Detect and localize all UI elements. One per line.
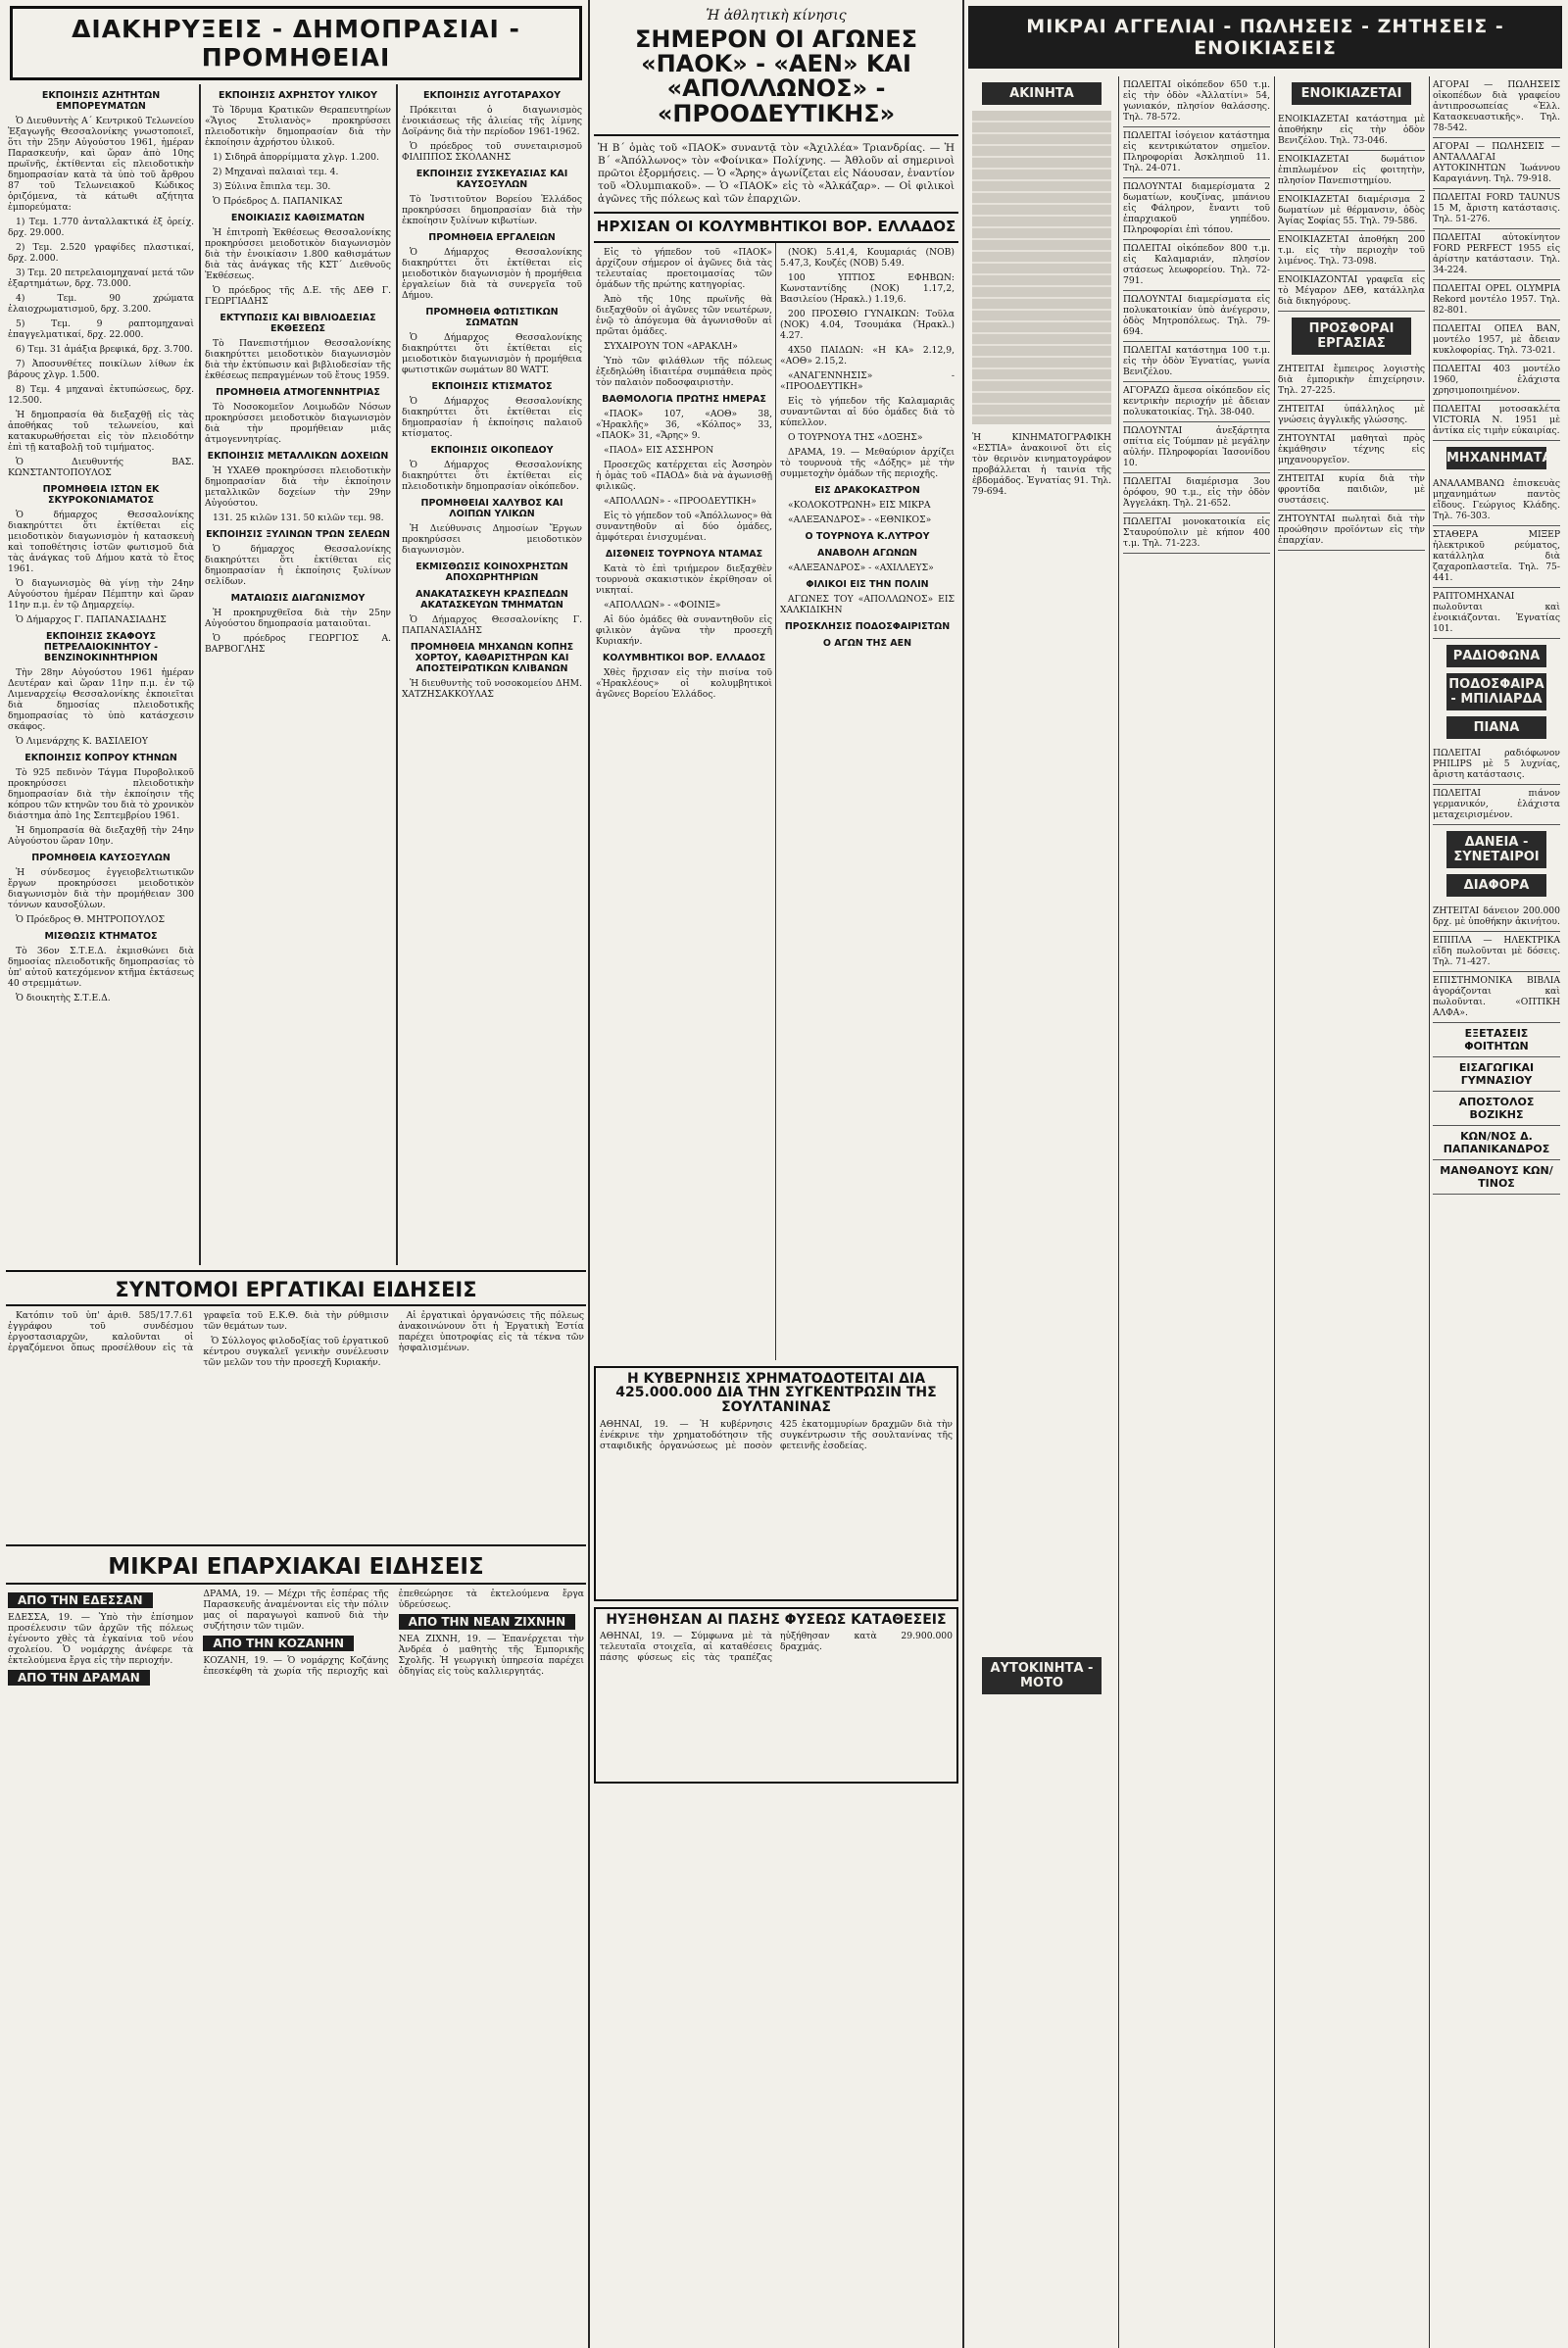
- classified-ad: ΕΠΙΠΛΑ — ΗΛΕΚΤΡΙΚΑ εἴδη πωλοῦνται μὲ δόσεις. Τηλ. 71-427.: [1433, 932, 1560, 972]
- deposits-headline: ΗΥΞΗΘΗΣΑΝ ΑΙ ΠΑΣΗΣ ΦΥΣΕΩΣ ΚΑΤΑΘΕΣΕΙΣ: [606, 1611, 947, 1628]
- paragraph: Εἰς τὸ γήπεδον τῆς Καλαμαριᾶς συναντῶνται αἱ δύο ὁμάδες διὰ τὸ κύπελλον.: [780, 395, 955, 428]
- paragraph: «ΑΝΑΓΕΝΝΗΣΙΣ» - «ΠΡΟΟΔΕΥΤΙΚΗ»: [780, 369, 955, 392]
- paragraph: Ὁ Δήμαρχος Θεσσαλονίκης διακηρύττει ὅτι ἐκτίθεται εἰς πλειοδοτικὴν δημοπρασίαν οἰκόπεδον.: [402, 460, 582, 492]
- paragraph: Ἡ προκηρυχθεῖσα διὰ τὴν 25ην Αὐγούστου δημοπρασία ματαιοῦται.: [205, 608, 391, 629]
- classified-ad: ΕΠΙΣΤΗΜΟΝΙΚΑ ΒΙΒΛΙΑ ἀγοράζονται καὶ πωλοῦνται. «ΟΠΤΙΚΗ ΑΛΦΑ».: [1433, 972, 1560, 1023]
- classified-ad: ΠΩΛΟΥΝΤΑΙ διαμερίσματα εἰς πολυκατοικίαν ὑπὸ ἀνέγερσιν, ὁδὸς Μητροπόλεως. Τηλ. 79-694.: [1123, 291, 1270, 342]
- classified-ad: ΑΓΟΡΑΖΩ ἄμεσα οἰκόπεδον εἰς κεντρικὴν περιοχήν μὲ ἄδειαν πολυκατοικίας. Τηλ. 38-040.: [1123, 382, 1270, 422]
- paragraph: Ὁ Διευθυντὴς Α΄ Κεντρικοῦ Τελωνείου Ἐξαγωγῆς Θεσσαλονίκης γνωστοποιεῖ, ὅτι τὴν 25ην Αὐγούστου 1961, ἡμέραν Παρασκευήν, καὶ ὥραν ἀπὸ 10ης πρωϊνῆς, ἐκτίθενται εἰς πλειοδοτικὴν δημοπρασίαν κατὰ τὰ ὑπὸ τοῦ ἄρθρου 87 τοῦ Τελωνειακοῦ Κώδικος ὁριζόμενα, τὰ κάτωθι αζήτητα ἐμπορεύματα:: [8, 116, 194, 213]
- paragraph: 1) Τεμ. 1.770 ἀνταλλακτικά ἐξ ὀρείχ. δρχ. 29.000.: [8, 217, 194, 238]
- paragraph: Εἰς τὸ γήπεδον τοῦ «Ἀπόλλωνος» θὰ συναντηθοῦν αἱ δύο ὁμάδες, ἀμφότεραι ἐνισχυμέναι.: [596, 510, 772, 543]
- left-column-3: [402, 84, 582, 704]
- provincial-news-title: ΜΙΚΡΑΙ ΕΠΑΡΧΙΑΚΑΙ ΕΙΔΗΣΕΙΣ: [6, 1551, 586, 1585]
- paragraph: Αἱ δύο ὁμάδες θὰ συναντηθοῦν εἰς φιλικὸν ἀγῶνα τὴν προσεχῆ Κυριακήν.: [596, 613, 772, 647]
- paragraph: Εἰς τὸ γήπεδον τοῦ «ΠΑΟΚ» ἀρχίζουν σήμερον οἱ ἀγῶνες διὰ τὰς τελευταίας προετοιμασίας τῶν ὁμάδων τῆς πρώτης κατηγορίας.: [596, 246, 772, 290]
- paragraph: 7) Ἀποσυνθέτες ποικίλων λίθων ἐκ βάρους χλγρ. 1.500.: [8, 359, 194, 380]
- paragraph: ΠΡΟΜΗΘΕΙΑ ΕΡΓΑΛΕΙΩΝ: [428, 232, 556, 243]
- sports-kicker: Ἡ ἀθλητικὴ κίνησις: [706, 8, 847, 24]
- paragraph: Ὁ Δήμαρχος Θεσσαλονίκης διακηρύττει ὅτι ἐκτίθεται εἰς μειοδοτικὸν διαγωνισμὸν ἡ προμήθεια ἐργαλείων διὰ τὰ συνεργεῖα τοῦ Δήμου.: [402, 247, 582, 301]
- paragraph: Ὁ δήμαρχος Θεσσαλονίκης διακηρύττει ὅτι ἐκτίθεται εἰς δημοπρασίαν ἡ ἐκποίησις ξυλίνων σελίδων.: [205, 544, 391, 587]
- classified-ad: ΣΤΑΘΕΡΑ ΜΙΞΕΡ ἠλεκτρικοῦ ρεύματος, κατάλληλα διὰ ζαχαροπλαστεῖα. Τηλ. 75-441.: [1433, 526, 1560, 588]
- paragraph: ΕΝΟΙΚΙΑΣΙΣ ΚΑΘΙΣΜΑΤΩΝ: [230, 213, 366, 223]
- paragraph: Ἀπὸ τῆς 10ης πρωϊνῆς θὰ διεξαχθοῦν οἱ ἀγῶνες τῶν νεωτέρων, ἐνῷ τὸ ἀπόγευμα θὰ ἀγωνισθοῦν αἱ πρῶται ὁμάδες.: [596, 293, 772, 337]
- paragraph: Ο ΤΟΥΡΝΟΥΑ ΤΗΣ «ΔΟΞΗΣ»: [788, 431, 923, 443]
- section-podosfaira: ΠΟΔΟΣΦΑΙΡΑ - ΜΠΙΛΙΑΡΔΑ: [1446, 673, 1546, 710]
- provincial-item-text: ΔΡΑΜΑ, 19. — Μέχρι τῆς ἑσπέρας τῆς Παρασκευῆς ἀναμένονται εἰς τὴν πόλιν μας οἱ παραγωγοὶ καπνοῦ διὰ τὴν συζήτησιν τῶν τιμῶν.: [203, 1589, 389, 1633]
- paragraph: ΕΚΜΙΣΘΩΣΙΣ ΚΟΙΝΟΧΡΗΣΤΩΝ ΑΠΟΧΩΡΗΤΗΡΙΩΝ: [416, 562, 568, 583]
- paragraph: ΑΓΩΝΕΣ ΤΟΥ «ΑΠΟΛΛΩΝΟΣ» ΕΙΣ ΧΑΛΚΙΔΙΚΗΝ: [780, 593, 955, 615]
- paragraph: Ὁ Δήμαρχος Θεσσαλονίκης Γ. ΠΑΠΑΝΑΣΙΑΔΗΣ: [402, 614, 582, 636]
- classified-ad: ΠΩΛΕΙΤΑΙ OPEL OLYMPIA Rekord μοντέλο 1957. Τηλ. 82-801.: [1433, 280, 1560, 320]
- provincial-item-text: ΝΕΑ ΖΙΧΝΗ, 19. — Ἐπανέρχεται τὴν Ἀνδρέα ὁ μαθητὴς τῆς Ἐμπορικῆς Σχολῆς. Ἡ γεωργικὴ ὑπηρεσία παρέχει ὁδηγίας εἰς τοὺς καλλιεργητάς.: [398, 1634, 584, 1678]
- paragraph: «ΑΠΟΛΛΩΝ» - «ΠΡΟΟΔΕΥΤΙΚΗ»: [604, 495, 757, 507]
- paragraph: ΑΝΑΒΟΛΗ ΑΓΩΝΩΝ: [816, 547, 918, 559]
- paragraph: Τὸ 925 πεδινὸν Τάγμα Πυροβολικοῦ προκηρύσσει πλειοδοτικὴν δημοπρασίαν διὰ τὴν ἐκποίησιν τῆς κόπρου τῶν κτηνῶν του διὰ τὸ χρονικὸν διάστημα ἀπὸ 1ης Σεπτεμβρίου 1961.: [8, 767, 194, 821]
- section-daneia: ΔΑΝΕΙΑ - ΣΥΝΕΤΑΙΡΟΙ: [1446, 831, 1546, 868]
- deposits-box: [594, 1607, 958, 1785]
- students-exams-title: ΕΞΕΤΑΣΕΙΣ ΦΟΙΤΗΤΩΝ: [1433, 1023, 1560, 1057]
- paragraph: Ὁ διαγωνισμὸς θὰ γίνῃ τὴν 24ην Αὐγούστου ἡμέραν Πέμπτην καὶ ὥραν 11ην π.μ. ἐν τῷ Δημαρχείῳ.: [8, 578, 194, 611]
- sultanina-headline: Η ΚΥΒΕΡΝΗΣΙΣ ΧΡΗΜΑΤΟΔΟΤΕΙΤΑΙ ΔΙΑ 425.000.000 ΔΙΑ ΤΗΝ ΣΥΓΚΕΝΤΡΩΣΙΝ ΤΗΣ ΣΟΥΛΤΑΝΙΝΑΣ: [615, 1370, 937, 1415]
- paragraph: ΕΚΠΟΙΗΣΙΣ ΣΚΑΦΟΥΣ ΠΕΤΡΕΛΑΙΟΚΙΝΗΤΟΥ - ΒΕΝΖΙΝΟΚΙΝΗΤΗΡΙΟΝ: [43, 631, 159, 663]
- paragraph: Κατὰ τὸ ἐπὶ τριήμερον διεξαχθὲν τουρνουὰ σκακιστικὸν ἐκρίθησαν οἱ νικηταί.: [596, 563, 772, 596]
- provincial-item-text: ΚΟΖΑΝΗ, 19. — Ὁ νομάρχης Κοζάνης ἐπεσκέφθη τὰ χωρία τῆς περιοχῆς καὶ ἐπεθεώρησε τὰ ἐκτελούμενα ἔργα ὑδρεύσεως.: [203, 1589, 584, 1678]
- paragraph: ΠΡΟΣΚΛΗΣΙΣ ΠΟΔΟΣΦΑΙΡΙΣΤΩΝ: [784, 620, 951, 632]
- paragraph: ΠΡΟΜΗΘΕΙΑΙ ΧΑΛΥΒΟΣ ΚΑΙ ΛΟΙΠΩΝ ΥΛΙΚΩΝ: [420, 498, 564, 519]
- paragraph: Ὁ διοικητὴς Σ.Τ.Ε.Δ.: [16, 993, 111, 1003]
- swimming-title: ΗΡΧΙΣΑΝ ΟΙ ΚΟΛΥΜΒΗΤΙΚΟΙ ΒΟΡ. ΕΛΛΑΔΟΣ: [594, 214, 958, 243]
- gymnasium-title: ΕΙΣΑΓΩΓΙΚΑΙ ΓΥΜΝΑΣΙΟΥ: [1433, 1057, 1560, 1092]
- paragraph: Ὁ Δήμαρχος Θεσσαλονίκης διακηρύττει ὅτι ἐκτίθεται εἰς μειοδοτικὸν διαγωνισμὸν ἡ προμήθεια φωτιστικῶν σωμάτων 80 WATT.: [402, 332, 582, 375]
- provincial-item-label: ΑΠΟ ΤΗΝ ΚΟΖΑΝΗΝ: [203, 1636, 354, 1651]
- provincial-news-body: [6, 1585, 586, 2318]
- paragraph: ΜΑΤΑΙΩΣΙΣ ΔΙΑΓΩΝΙΣΜΟΥ: [230, 593, 366, 604]
- paragraph: Ἡ ἐπιτροπὴ Ἐκθέσεως Θεσσαλονίκης προκηρύσσει μειοδοτικὸν διαγωνισμὸν διὰ τὴν ἐνοικίασιν 1.800 καθισμάτων διὰ τὰς ἀνάγκας τῆς ΚΣΤ΄ Διεθνοῦς Ἐκθέσεως.: [205, 227, 391, 281]
- classified-ad: ΕΝΟΙΚΙΑΖΕΤΑΙ διαμέρισμα 2 δωματίων μὲ θέρμανσιν, ὁδὸς Ἀγίας Σοφίας 55. Τηλ. 79-586.: [1278, 191, 1425, 231]
- left-column-2: [205, 84, 391, 659]
- paragraph: 100 ΥΠΤΙΟΣ ΕΦΗΒΩΝ: Κωνσταντίδης (ΝΟΚ) 1.17,2, Βασιλείου (Ἡρακλ.) 1.19,6.: [780, 271, 955, 305]
- paragraph: 1) Σιδηρᾶ ἀπορρίμματα χλγρ. 1.200.: [213, 152, 379, 163]
- paragraph: Ἡ Διεύθυνσις Δημοσίων Ἔργων προκηρύσσει μειοδοτικὸν διαγωνισμὸν.: [402, 523, 582, 556]
- left-section: [6, 0, 586, 2348]
- classified-ad: ΕΝΟΙΚΙΑΖΟΝΤΑΙ γραφεῖα εἰς τὸ Μέγαρον ΔΕΘ, κατάλληλα διὰ δικηγόρους.: [1278, 271, 1425, 312]
- provincial-item-text: ΕΔΕΣΣΑ, 19. — Ὑπὸ τὴν ἐπίσημον προσέλευσιν τῶν ἀρχῶν τῆς πόλεως ἐγένοντο χθὲς τὰ ἐγκαίνια τοῦ νέου σχολείου. Ὁ νομάρχης ἀνέφερε τὰ ἐκτελούμενα ἔργα εἰς τὴν περιοχήν.: [8, 1612, 194, 1667]
- paragraph: Ἡ δημοπρασία θὰ διεξαχθῇ εἰς τὰς ἀποθήκας τοῦ τελωνείου, καὶ κατακυρωθήσεται εἰς τὸν πλειοδότην ἐπὶ τῇ καταβολῇ τοῦ τιμήματος.: [8, 410, 194, 453]
- classifieds-column-4: [1433, 76, 1560, 1195]
- paragraph: Ὁ πρόεδρος τῆς Δ.Ε. τῆς ΔΕΘ Γ. ΓΕΩΡΓΙΑΔΗΣ: [205, 285, 391, 307]
- paragraph: ΕΚΠΟΙΗΣΙΣ ΑΧΡΗΣΤΟΥ ΥΛΙΚΟΥ: [218, 90, 378, 101]
- classifieds-column-1: ΑΚΙΝΗΤΑ Ἡ ΚΙΝΗΜΑΤΟΓΡΑΦΙΚΗ «ΕΣΤΙΑ» ἀνακοινοῖ ὅτι εἰς τὸν θερινὸν κινηματογράφον προβάλλεται ἡ ταινία τῆς ἑβδομάδος. Ἐγνατίας 91. Τηλ. 79-694. ΑΥΤΟΚΙΝΗΤΑ - ΜΟΤΟ: [968, 76, 1115, 1700]
- sports-column-b: [780, 247, 955, 653]
- paragraph: ΕΚΠΟΙΗΣΙΣ ΚΟΠΡΟΥ ΚΤΗΝΩΝ: [24, 753, 177, 763]
- paragraph: ΕΙΣ ΔΡΑΚΟΚΑΣΤΡΟΝ: [814, 484, 920, 496]
- classified-ad: ΠΩΛΕΙΤΑΙ μονοκατοικία εἰς Σταυρούπολιν μὲ κήπον 400 τ.μ. Τηλ. 71-223.: [1123, 514, 1270, 554]
- paragraph: 8) Τεμ. 4 μηχαναὶ ἐκτυπώσεως, δρχ. 12.500.: [8, 384, 194, 406]
- paragraph: Ὁ Δήμαρχος Θεσσαλονίκης διακηρύττει ὅτι ἐκτίθεται εἰς δημοπρασίαν ἡ ἐκποίησις παλαιοῦ κτίσματος.: [402, 396, 582, 439]
- paragraph: 200 ΠΡΟΣΘΙΟ ΓΥΝΑΙΚΩΝ: Τοῦλα (ΝΟΚ) 4.04, Τσουμάκα (Ἡρακλ.) 4.27.: [780, 308, 955, 341]
- classified-ad: ΕΝΟΙΚΙΑΖΕΤΑΙ ἀποθήκη 200 τ.μ. εἰς τὴν περιοχὴν τοῦ λιμένος. Τηλ. 73-098.: [1278, 231, 1425, 271]
- sultanina-box: [594, 1366, 958, 1601]
- classified-ad: ΕΝΟΙΚΙΑΖΕΤΑΙ δωμάτιον ἐπιπλωμένον εἰς φοιτητὴν, πλησίον Πανεπιστημίου.: [1278, 151, 1425, 191]
- paragraph: ΠΡΟΜΗΘΕΙΑ ΑΤΜΟΓΕΝΝΗΤΡΙΑΣ: [216, 387, 380, 398]
- classified-ad: ΠΩΛΕΙΤΑΙ 403 μοντέλο 1960, ἐλάχιστα χρησιμοποιημένον.: [1433, 361, 1560, 401]
- paragraph: Ο ΑΓΩΝ ΤΗΣ ΑΕΝ: [822, 637, 912, 649]
- section-prosfora: ΠΡΟΣΦΟΡΑΙ ΕΡΓΑΣΙΑΣ: [1292, 318, 1411, 355]
- paragraph: Ἡ σύνδεσμος ἑγγειοβελτιωτικῶν ἔργων προκηρύσσει μειοδοτικὸν διαγωνισμὸν διὰ τὴν προμήθειαν 300 τόννων καυσοξύλων.: [8, 867, 194, 910]
- paragraph: ΠΡΟΜΗΘΕΙΑ ΚΑΥΣΟΞΥΛΩΝ: [31, 853, 171, 863]
- section-piana: ΠΙΑΝΑ: [1446, 716, 1546, 739]
- classified-ad: ΑΓΟΡΑΙ — ΠΩΛΗΣΕΙΣ οἰκοπέδων διὰ γραφείου ἀντιπροσωπείας «Ἑλλ. Κατασκευαστικῆς». Τηλ. 78-542.: [1433, 76, 1560, 138]
- provincial-item: [399, 1610, 584, 1677]
- section-diafora: ΔΙΑΦΟΡΑ: [1446, 874, 1546, 897]
- paragraph: ΕΚΠΟΙΗΣΙΣ ΟΙΚΟΠΕΔΟΥ: [430, 445, 554, 456]
- paragraph: ΕΚΠΟΙΗΣΙΣ ΑΥΓΟΤΑΡΑΧΟΥ: [423, 90, 561, 101]
- classifieds-banner: ΜΙΚΡΑΙ ΑΓΓΕΛΙΑΙ - ΠΩΛΗΣΕΙΣ - ΖΗΤΗΣΕΙΣ - ΕΝΟΙΚΙΑΣΕΙΣ: [968, 6, 1562, 69]
- paragraph: Τὸ 36ον Σ.Τ.Ε.Δ. ἐκμισθώνει διὰ δημοσίας πλειοδοτικῆς δημοπρασίας τὸ ὑπ' αὐτοῦ κατεχόμενον κτῆμα ἐκτάσεως 40 στρεμμάτων.: [8, 946, 194, 989]
- classifieds-section: [968, 0, 1562, 2348]
- paragraph: ΠΡΟΜΗΘΕΙΑ ΜΗΧΑΝΩΝ ΚΟΠΗΣ ΧΟΡΤΟΥ, ΚΑΘΑΡΙΣΤΗΡΩΝ ΚΑΙ ΑΠΟΣΤΕΙΡΩΤΙΚΩΝ ΚΛΙΒΑΝΩΝ: [410, 642, 574, 674]
- sports-headline: ΣΗΜΕΡΟΝ ΟΙ ΑΓΩΝΕΣ «ΠΑΟΚ» - «ΑΕΝ» ΚΑΙ «ΑΠΟΛΛΩΝΟΣ» - «ΠΡΟΟΔΕΥΤΙΚΗΣ»: [594, 24, 958, 136]
- paragraph: ΕΚΠΟΙΗΣΙΣ ΞΥΛΙΝΩΝ ΤΡΩΝ ΣΕΛΕΩΝ: [206, 529, 390, 540]
- photo-block: [972, 111, 1111, 424]
- paragraph: Ὁ Λιμενάρχης Κ. ΒΑΣΙΛΕΙΟΥ: [16, 736, 148, 747]
- section-enoikiazetai: ΕΝΟΙΚΙΑΖΕΤΑΙ: [1292, 82, 1411, 105]
- sports-column-a: [596, 247, 772, 704]
- paragraph: Ὁ Διευθυντής ΒΑΣ. ΚΩΝΣΤΑΝΤΟΠΟΥΛΟΣ: [8, 457, 194, 478]
- sports-section: [594, 0, 958, 2348]
- provincial-item: [8, 1589, 193, 1666]
- paragraph: ΠΡΟΜΗΘΕΙΑ ΙΣΤΩΝ ΕΚ ΣΚΥΡΟΚΟΝΙΑΜΑΤΟΣ: [42, 484, 160, 506]
- paragraph: Ἡ δημοπρασία θὰ διεξαχθῇ τὴν 24ην Αὐγούστου ὥραν 10ην.: [8, 825, 194, 847]
- sultanina-text: ΑΘΗΝΑΙ, 19. — Ἡ κυβέρνησις ἐνέκρινε τὴν χρηματοδότησιν τῆς σταφιδικῆς ὀργανώσεως μὲ ποσὸν 425 ἑκατομμυρίων δραχμῶν διὰ τὴν συγκέντρωσιν τῆς σουλτανίνας τῆς φετεινῆς ἐσοδείας.: [600, 1418, 953, 1451]
- paragraph: «ΑΛΕΞΑΝΔΡΟΣ» - «ΕΘΝΙΚΟΣ»: [788, 514, 932, 525]
- section-mixanimata: ΜΗΧΑΝΗΜΑΤΑ: [1446, 447, 1546, 469]
- paragraph: ΕΚΤΥΠΩΣΙΣ ΚΑΙ ΒΙΒΛΙΟΔΕΣΙΑΣ ΕΚΘΕΣΕΩΣ: [220, 313, 376, 334]
- paragraph: Κατόπιν τοῦ ὑπ' ἀριθ. 585/17.7.61 ἐγγράφου τοῦ συνδέσμου ἐργοστασιαρχῶν, καλοῦνται οἱ ἐργαζόμενοι ὅπως προσέλθουν εἰς τὰ γραφεῖα τοῦ Ε.Κ.Θ. διὰ τὴν ρύθμισιν τῶν θεμάτων των.: [8, 1310, 389, 1354]
- paragraph: Τὸ Νοσοκομεῖον Λοιμωδῶν Νόσων προκηρύσσει μειοδοτικὸν διαγωνισμὸν διὰ τὴν προμήθειαν μιᾶς ἀτμογεννητρίας.: [205, 402, 391, 445]
- paragraph: Ὁ Πρόεδρος Δ. ΠΑΠΑΝΙΚΑΣ: [213, 196, 343, 207]
- classified-ad: ΠΩΛΟΥΝΤΑΙ ἀνεξάρτητα σπίτια εἰς Τούμπαν μὲ μεγάλην αὐλήν. Πληροφορίαι Ἰασονίδου 10.: [1123, 422, 1270, 473]
- paragraph: ΒΑΘΜΟΛΟΓΙΑ ΠΡΩΤΗΣ ΗΜΕΡΑΣ: [602, 393, 766, 405]
- classified-ad: ΠΩΛΕΙΤΑΙ οἰκόπεδον 800 τ.μ. εἰς Καλαμαριάν, πλησίον στάσεως λεωφορείου. Τηλ. 72-791.: [1123, 240, 1270, 291]
- paragraph: 4) Τεμ. 90 χρώματα ἐλαιοχρωματισμοῦ, δρχ. 3.200.: [8, 293, 194, 315]
- paragraph: Ο ΤΟΥΡΝΟΥΑ Κ.ΛΥΤΡΟΥ: [805, 530, 930, 542]
- paragraph: Ὑπὸ τῶν φιλάθλων τῆς πόλεως ἐξεδηλώθη ἰδιαιτέρα συμπάθεια πρὸς τὸν παλαιὸν ποδοσφαιριστὴν.: [596, 355, 772, 388]
- paragraph: ΠΡΟΜΗΘΕΙΑ ΦΩΤΙΣΤΙΚΩΝ ΣΩΜΑΤΩΝ: [425, 307, 559, 328]
- classified-ad: ΠΩΛΕΙΤΑΙ ΟΠΕΛ ΒΑΝ, μοντέλο 1957, μὲ ἄδειαν κυκλοφορίας. Τηλ. 73-021.: [1433, 320, 1560, 361]
- labor-news-body: [6, 1306, 586, 1540]
- classified-ad: ΖΗΤΕΙΤΑΙ δάνειον 200.000 δρχ. μὲ ὑποθήκην ἀκινήτου.: [1433, 903, 1560, 932]
- paragraph: (ΝΟΚ) 5.41,4, Κουμαριάς (ΝΟΒ) 5.47,3, Κουζές (ΝΟΒ) 5.49.: [780, 246, 955, 269]
- paragraph: Ὁ δήμαρχος Θεσσαλονίκης διακηρύττει ὅτι ἐκτίθεται εἰς μειοδοτικὸν διαγωνισμὸν ἡ κατασκευὴ καὶ τοποθέτησις ἱστῶν φωτισμοῦ διὰ τὰς ἀνάγκας τοῦ Δήμου κατὰ τὸ ἔτος 1961.: [8, 510, 194, 574]
- paragraph: 6) Τεμ. 31 ἀμάξια βρεφικά, δρχ. 3.700.: [16, 344, 193, 355]
- paragraph: Τὸ Ἰδρυμα Κρατικῶν Θεραπευτηρίων «Ἅγιος Στυλιανὸς» προκηρύσσει πλειοδοτικὴν δημοπρασίαν διὰ τὴν ἐκποίησιν ἀχρήστου ὑλικοῦ.: [205, 105, 391, 148]
- classified-ad: ΖΗΤΟΥΝΤΑΙ πωληταὶ διὰ τὴν προώθησιν προϊόντων εἰς τὴν ἐπαρχίαν.: [1278, 511, 1425, 551]
- left-column-1: [8, 84, 194, 1007]
- paragraph: Τὸ Ἰνστιτοῦτον Βορείου Ἑλλάδος προκηρύσσει δημοπρασίαν διὰ τὴν ἐκποίησιν ξυλίνων κιβωτίων.: [402, 194, 582, 226]
- paragraph: «ΚΟΛΟΚΟΤΡΩΝΗ» ΕΙΣ ΜΙΚΡΑ: [788, 499, 931, 511]
- classified-ad: ΑΝΑΛΑΜΒΑΝΩ ἐπισκευὰς μηχανημάτων παντὸς εἴδους. Γεώργιος Κλάδης. Τηλ. 76-303.: [1433, 475, 1560, 526]
- paragraph: 3) Ξύλινα ἔπιπλα τεμ. 30.: [213, 181, 331, 192]
- paragraph: 2) Τεμ. 2.520 γραφίδες πλαστικαί, δρχ. 2.000.: [8, 242, 194, 264]
- paragraph: Ὁ πρόεδρος τοῦ συνεταιρισμοῦ ΦΙΛΙΠΠΟΣ ΣΚΟΛΑΝΗΣ: [402, 141, 582, 163]
- classified-ad: ΠΩΛΕΙΤΑΙ αὐτοκίνητον FORD PERFECT 1955 εἰς ἀρίστην κατάστασιν. Τηλ. 34-224.: [1433, 229, 1560, 280]
- paragraph: ΕΚΠΟΙΗΣΙΣ ΑΖΗΤΗΤΩΝ ΕΜΠΟΡΕΥΜΑΤΩΝ: [41, 90, 161, 112]
- paragraph: Ἡ διευθυντὴς τοῦ νοσοκομείου ΔΗΜ. ΧΑΤΖΗΣΑΚΚΟΥΛΑΣ: [402, 678, 582, 700]
- paragraph: Τὸ Πανεπιστήμιον Θεσσαλονίκης διακηρύττει μειοδοτικὸν διαγωνισμὸν διὰ τὴν ἐκτύπωσιν καὶ βιβλιοδεσίαν τῆς ἐκθέσεως πεπραγμένων τοῦ ἔτους 1959.: [205, 338, 391, 381]
- paragraph: Αἱ ἐργατικαὶ ὀργανώσεις τῆς πόλεως ἀνακοινώνουν ὅτι ἡ Ἐργατικὴ Ἑστία παρέχει ὑποτροφίας εἰς τὰ τέκνα τῶν ἠσφαλισμένων.: [398, 1310, 584, 1354]
- classified-ad: ΠΩΛΟΥΝΤΑΙ διαμερίσματα 2 δωματίων, κουζίνας, μπάνιου εἰς Φάληρον, ἔναντι τοῦ ἐπαρχιακοῦ γηπέδου. Πληροφορίαι ἐπὶ τόπου.: [1123, 178, 1270, 240]
- left-columns: [6, 84, 586, 1265]
- paragraph: Ὁ πρόεδρος ΓΕΩΡΓΙΟΣ Α. ΒΑΡΒΟΓΛΗΣ: [205, 633, 391, 655]
- provincial-item-label: ΑΠΟ ΤΗΝ ΕΔΕΣΣΑΝ: [8, 1592, 153, 1608]
- classified-ad: ΠΩΛΕΙΤΑΙ οἰκόπεδον 650 τ.μ. εἰς τὴν ὁδὸν «Ἀλλατίνι» 54, γωνιακόν, πλησίον θαλάσσης. Τηλ. 78-572.: [1123, 76, 1270, 127]
- section-radiofona: ΡΑΔΙΟΦΩΝΑ: [1446, 645, 1546, 667]
- labor-news-title: ΣΥΝΤΟΜΟΙ ΕΡΓΑΤΙΚΑΙ ΕΙΔΗΣΕΙΣ: [6, 1277, 586, 1306]
- classified-ad: ΕΝΟΙΚΙΑΖΕΤΑΙ κατάστημα μὲ ἀποθήκην εἰς τὴν ὁδὸν Βενιζέλου. Τηλ. 73-046.: [1278, 111, 1425, 151]
- paragraph: ΣΥΧΑΙΡΟΥΝ ΤΟΝ «ΑΡΑΚΛΗ»: [604, 340, 738, 352]
- paragraph: 4Χ50 ΠΑΙΔΩΝ: «Η ΚΑ» 2.12,9, «ΑΟΘ» 2.15,2.: [780, 344, 955, 367]
- paragraph: ΦΙΛΙΚΟΙ ΕΙΣ ΤΗΝ ΠΟΛΙΝ: [806, 578, 929, 590]
- paragraph: ΕΚΠΟΙΗΣΙΣ ΣΥΣΚΕΥΑΣΙΑΣ ΚΑΙ ΚΑΥΣΟΞΥΛΩΝ: [416, 169, 568, 190]
- paragraph: Χθὲς ἤρχισαν εἰς τὴν πισίνα τοῦ «Ἡρακλέους» οἱ κολυμβητικοὶ ἀγῶνες Βορείου Ἑλλάδος.: [596, 666, 772, 700]
- paragraph: 3) Τεμ. 20 πετρελαιομηχαναί μετά τῶν ἐξαρτημάτων, δρχ. 73.000.: [8, 268, 194, 289]
- paragraph: «ΠΑΟΔ» ΕΙΣ ΑΣΣΗΡΟΝ: [604, 444, 714, 456]
- paragraph: Ἡ ΥΧΑΕΘ προκηρύσσει πλειοδοτικὴν δημοπρασίαν διὰ τὴν ἐκποίησιν μεταλλικῶν δοχείων τὴν 29ην Αὐγούστου.: [205, 465, 391, 509]
- section-akinita: ΑΚΙΝΗΤΑ: [982, 82, 1102, 105]
- paragraph: ΑΝΑΚΑΤΑΣΚΕΥΗ ΚΡΑΣΠΕΔΩΝ ΑΚΑΤΑΣΚΕΥΩΝ ΤΜΗΜΑΤΩΝ: [416, 589, 568, 611]
- classified-ad: ΖΗΤΕΙΤΑΙ ὑπάλληλος μὲ γνώσεις ἀγγλικῆς γλώσσης.: [1278, 401, 1425, 430]
- classified-ad: ΖΗΤΕΙΤΑΙ κυρία διὰ τὴν φροντίδα παιδιῶν, μὲ συστάσεις.: [1278, 470, 1425, 511]
- paragraph: Προσεχῶς κατέρχεται εἰς Ἀσσηρὸν ἡ ὁμὰς τοῦ «ΠΑΟΔ» διὰ νὰ ἀγωνισθῇ φιλικῶς.: [596, 459, 772, 492]
- paragraph: 5) Τεμ. 9 ραπτομηχαναὶ ἐπαγγελματικαί, δρχ. 22.000.: [8, 318, 194, 340]
- classified-ad: ΠΩΛΕΙΤΑΙ FORD TAUNUS 15 Μ, ἄριστη κατάστασις. Τηλ. 51-276.: [1433, 189, 1560, 229]
- paragraph: Ὁ Σύλλογος φιλοδοξίας τοῦ ἐργατικοῦ κέντρου συγκαλεῖ γενικὴν συνέλευσιν τῶν μελῶν του τὴν προσεχῆ Κυριακήν.: [203, 1336, 389, 1369]
- paragraph: «ΠΑΟΚ» 107, «ΑΟΘ» 38, «Ἡρακλῆς» 36, «Κόλπος» 33, «ΠΑΟΚ» 31, «Ἄρης» 9.: [596, 408, 772, 441]
- paragraph: «ΑΛΕΞΑΝΔΡΟΣ» - «ΑΧΙΛΛΕΥΣ»: [788, 562, 934, 573]
- paragraph: ΚΟΛΥΜΒΗΤΙΚΟΙ ΒΟΡ. ΕΛΛΑΔΟΣ: [602, 652, 766, 663]
- classifieds-column-2: [1123, 76, 1270, 554]
- classified-ad: ΠΩΛΕΙΤΑΙ μοτοσακλέτα VICTORIA Ν. 1951 μὲ ἀντίκα εἰς τιμὴν εὐκαιρίας.: [1433, 401, 1560, 441]
- classified-ad: ΠΩΛΕΙΤΑΙ ἰσόγειον κατάστημα εἰς κεντρικώτατον σημεῖον. Πληροφορίαι Ἀσκληπιοῦ 11. Τηλ. 24-071.: [1123, 127, 1270, 178]
- paragraph: ΔΡΑΜΑ, 19. — Μεθαύριον ἀρχίζει τὸ τουρνουὰ τῆς «Δόξης» μὲ τὴν συμμετοχὴν ὁμάδων τῆς περιοχῆς.: [780, 446, 955, 479]
- classified-ad: ΠΩΛΕΙΤΑΙ ραδιόφωνον PHILIPS μὲ 5 λυχνίας, ἄριστη κατάστασις.: [1433, 745, 1560, 785]
- provincial-item-label: ΑΠΟ ΤΗΝ ΝΕΑΝ ΖΙΧΝΗΝ: [399, 1614, 575, 1630]
- classified-ad: ΠΩΛΕΙΤΑΙ πιάνον γερμανικόν, ἐλάχιστα μεταχειρισμένον.: [1433, 785, 1560, 825]
- classified-ad: ΑΓΟΡΑΙ — ΠΩΛΗΣΕΙΣ — ΑΝΤΑΛΛΑΓΑΙ ΑΥΤΟΚΙΝΗΤΩΝ Ἰωάννου Καραγιάννη. Τηλ. 79-918.: [1433, 138, 1560, 189]
- sports-intro: Ἡ Β΄ ὁμὰς τοῦ «ΠΑΟΚ» συναντᾷ τὸν «Ἀχιλλέα» Τριανδρίας. — Ἡ Β΄ «Ἀπόλλωνος» τὸν «Φοίνικα» Πολίχνης. — Ἀθλοῦν αἱ σημερινοὶ πρῶτοι ἐξορμήσεις. — Ὁ «Ἄρης» ἀγωνίζεται εἰς Νάουσαν, ἐναντίον τοῦ «Ὀλυμπιακοῦ». — Ὁ «ΠΑΟΚ» εἰς τὸ «Ἀλκάζαρ». — Οἱ φιλικοὶ ἀγῶνες τῆς πόλεως καὶ τῶν ἐπαρχιῶν.: [594, 136, 958, 214]
- paragraph: Πρόκειται ὁ διαγωνισμὸς ἐνοικιάσεως τῆς ἀλιείας τῆς λίμνης Δοϊράνης διὰ τὴν περίοδον 1961-1962.: [402, 105, 582, 137]
- paragraph: Ὁ Δήμαρχος Γ. ΠΑΠΑΝΑΣΙΑΔΗΣ: [16, 614, 167, 625]
- paragraph: ΜΙΣΘΩΣΙΣ ΚΤΗΜΑΤΟΣ: [44, 931, 158, 942]
- paragraph: Ὁ Πρόεδρος Θ. ΜΗΤΡΟΠΟΥΛΟΣ: [16, 914, 165, 925]
- music-teacher-title: ΑΠΟΣΤΟΛΟΣ ΒΟΖΙΚΗΣ: [1433, 1092, 1560, 1126]
- paragraph: 2) Μηχαναὶ παλαιαὶ τεμ. 4.: [213, 167, 339, 177]
- provincial-item-label: ΑΠΟ ΤΗΝ ΔΡΑΜΑΝ: [8, 1670, 150, 1686]
- section-automobile: ΑΥΤΟΚΙΝΗΤΑ - ΜΟΤΟ: [982, 1657, 1102, 1694]
- classified-ad: ΡΑΠΤΟΜΗΧΑΝΑΙ πωλοῦνται καὶ ἐνοικιάζονται. Ἐγνατίας 101.: [1433, 588, 1560, 639]
- paragraph: Τὴν 28ην Αὐγούστου 1961 ἡμέραν Δευτέραν καὶ ὥραν 11ην π.μ. ἐν τῷ Λιμεναρχείῳ Θεσσαλονίκης ἐκποιεῖται διὰ δημοσίας πλειοδοτικῆς δημοπρασίας τὸ ὑπὸ κατάσχεσιν σκάφος.: [8, 667, 194, 732]
- classifieds-column-3: [1278, 76, 1425, 551]
- classified-ad: ΖΗΤΟΥΝΤΑΙ μαθηταὶ πρὸς ἐκμάθησιν τέχνης εἰς μηχανουργεῖον.: [1278, 430, 1425, 470]
- paragraph: ΔΙΣΘΝΕΙΣ ΤΟΥΡΝΟΥΑ ΝΤΑΜΑΣ: [605, 548, 763, 560]
- classified-ad: ΠΩΛΕΙΤΑΙ διαμέρισμα 3ου ὀρόφου, 90 τ.μ., εἰς τὴν ὁδὸν Ἀγγελάκη. Τηλ. 21-652.: [1123, 473, 1270, 514]
- announcements-banner: ΔΙΑΚΗΡΥΞΕΙΣ - ΔΗΜΟΠΡΑΣΙΑΙ - ΠΡΟΜΗΘΕΙΑΙ: [10, 6, 582, 80]
- deposits-text: ΑΘΗΝΑΙ, 19. — Σύμφωνα μὲ τὰ τελευταῖα στοιχεῖα, αἱ καταθέσεις πάσης φύσεως εἰς τὰς τραπέζας ηὐξήθησαν κατὰ 29.900.000 δραχμάς.: [600, 1631, 953, 1664]
- classified-ad: ΠΩΛΕΙΤΑΙ κατάστημα 100 τ.μ. εἰς τὴν ὁδὸν Ἐγνατίας, γωνία Βενιζέλου.: [1123, 342, 1270, 382]
- notice-papanikandros: ΚΩΝ/ΝΟΣ Δ. ΠΑΠΑΝΙΚΑΝΔΡΟΣ: [1433, 1126, 1560, 1160]
- classified-ad: ΖΗΤΕΙΤΑΙ ἔμπειρος λογιστὴς διὰ ἐμπορικὴν ἐπιχείρησιν. Τηλ. 27-225.: [1278, 361, 1425, 401]
- paragraph: «ΑΠΟΛΛΩΝ» - «ΦΟΙΝΙΞ»: [604, 599, 721, 611]
- notice-manthanous: ΜΑΝΘΑΝΟΥΣ ΚΩΝ/ΤΙΝΟΣ: [1433, 1160, 1560, 1195]
- paragraph: ΕΚΠΟΙΗΣΙΣ ΚΤΙΣΜΑΤΟΣ: [431, 381, 553, 392]
- paragraph: 131. 25 κιλῶν 131. 50 κιλῶν τεμ. 98.: [213, 513, 384, 523]
- paragraph: ΕΚΠΟΙΗΣΙΣ ΜΕΤΑΛΛΙΚΩΝ ΔΟΧΕΙΩΝ: [207, 451, 389, 462]
